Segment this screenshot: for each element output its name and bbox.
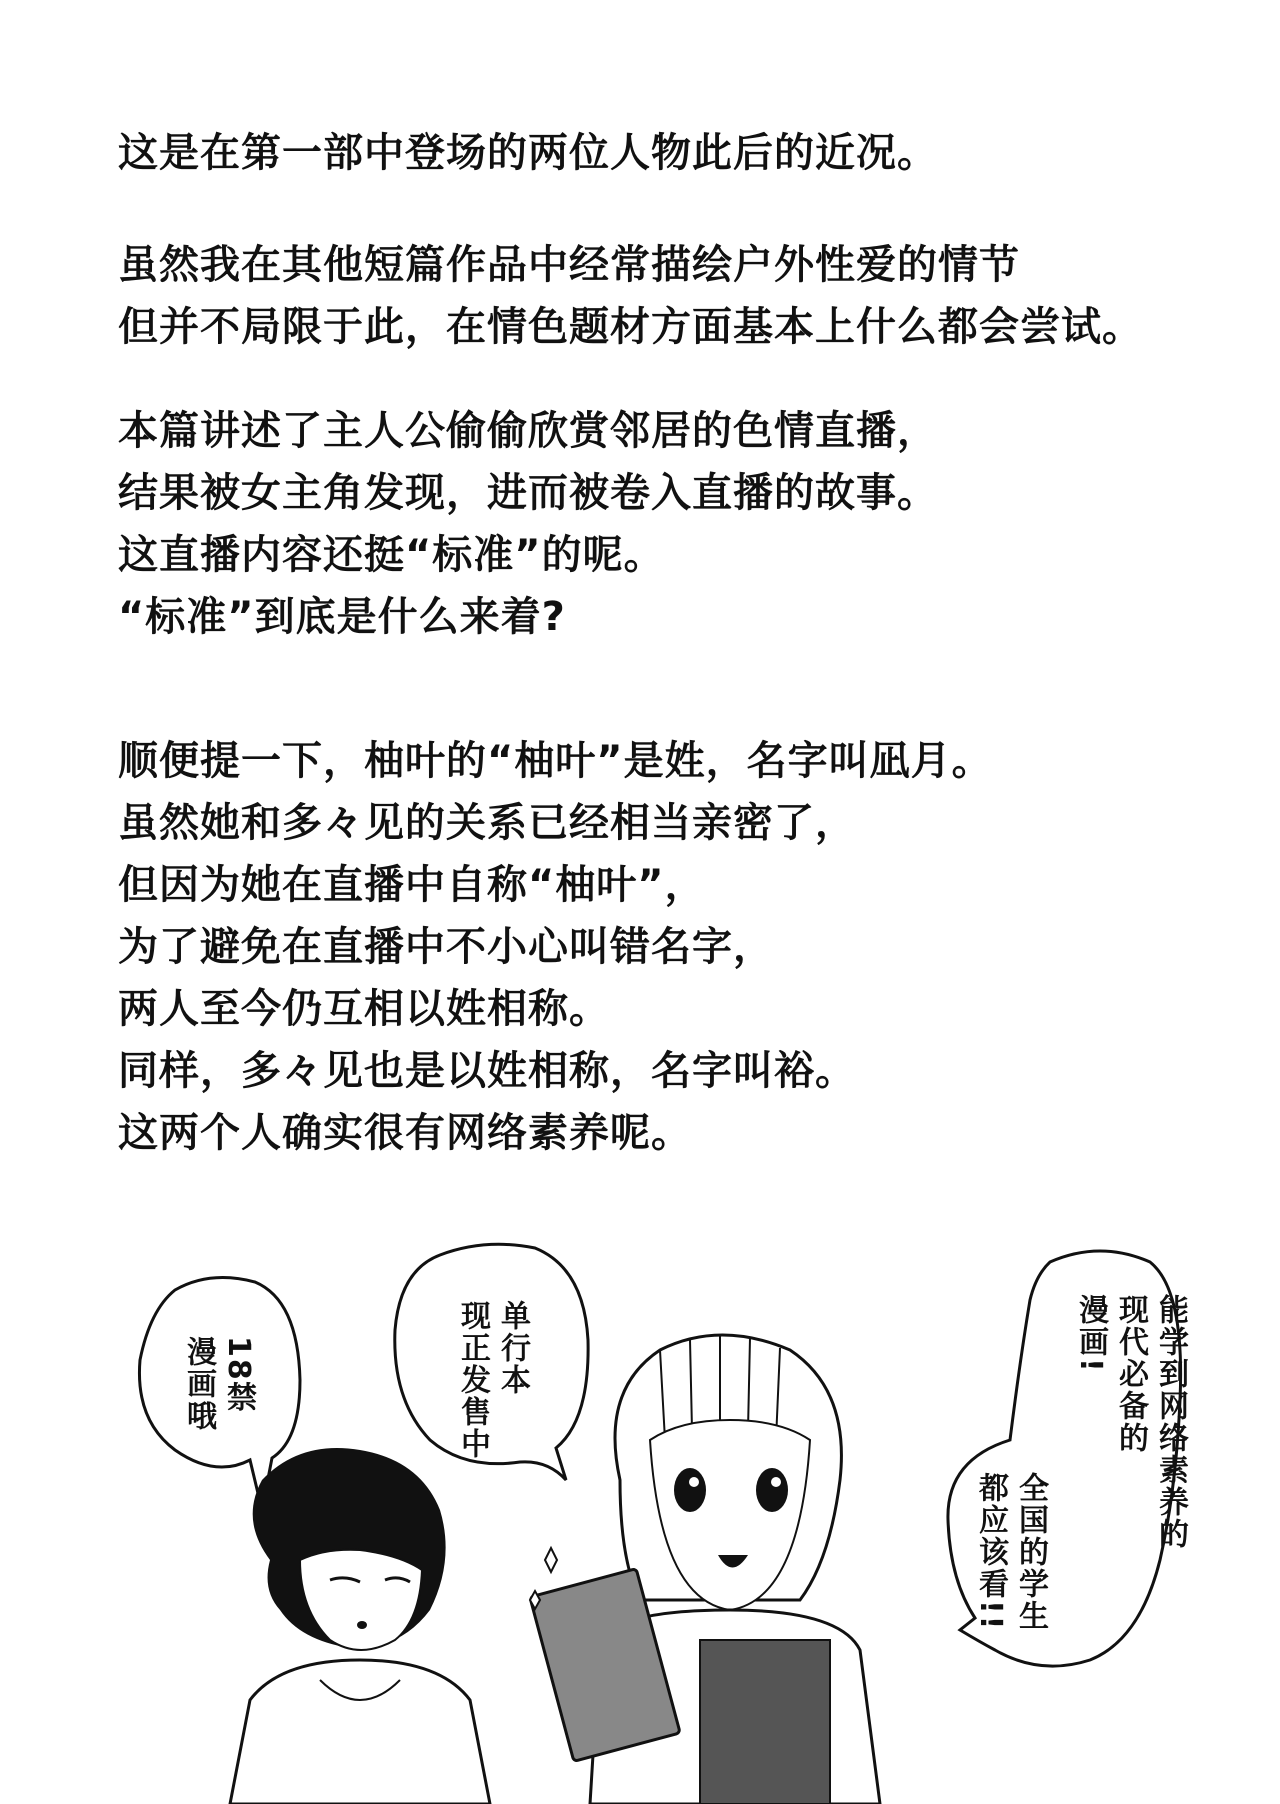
text-line: 这直播内容还挺“标准”的呢。 <box>118 532 665 578</box>
bubble-line: 漫画哦 <box>181 1336 216 1432</box>
text-line: 本篇讲述了主人公偷偷欣赏邻居的色情直播， <box>118 408 938 454</box>
afterword-paragraph-2 <box>118 234 1143 358</box>
bubble-line: 都应该看!! <box>973 1472 1008 1632</box>
bubble-line: 18禁 <box>221 1336 256 1414</box>
bubble-line: 全国的学生 <box>1013 1472 1048 1632</box>
text-line: 虽然她和多々见的关系已经相当亲密了， <box>118 800 856 846</box>
text-line: 这两个人确实很有网络素养呢。 <box>118 1110 692 1156</box>
speech-bubble-2-text <box>452 1300 532 1460</box>
bubble-line: 现正发售中 <box>455 1300 490 1460</box>
speech-bubble-4-text <box>970 1472 1050 1632</box>
text-line: 顺便提一下，柚叶的“柚叶”是姓，名字叫凪月。 <box>118 738 993 784</box>
text-line: 同样，多々见也是以姓相称，名字叫裕。 <box>118 1048 856 1094</box>
speech-bubble-1-text <box>178 1336 258 1432</box>
text-line: 为了避免在直播中不小心叫错名字， <box>118 924 774 970</box>
text-line: 虽然我在其他短篇作品中经常描绘户外性爱的情节 <box>118 242 1020 288</box>
afterword-paragraph-3 <box>118 400 938 648</box>
speech-bubble-3-text <box>1070 1294 1190 1550</box>
text-line: 结果被女主角发现，进而被卷入直播的故事。 <box>118 470 938 516</box>
afterword-paragraph-4 <box>118 730 993 1164</box>
text-line: 但因为她在直播中自称“柚叶”， <box>118 862 706 908</box>
text-line: 但并不局限于此，在情色题材方面基本上什么都会尝试。 <box>118 304 1143 350</box>
boy-character <box>230 1448 490 1804</box>
text-line: 两人至今仍互相以姓相称。 <box>118 986 610 1032</box>
bubble-line: 单行本 <box>495 1300 530 1396</box>
bubble-line: 能学到网络素养的 <box>1153 1294 1188 1550</box>
text-line: 这是在第一部中登场的两位人物此后的近况。 <box>118 130 938 176</box>
text-line: “标准”到底是什么来着? <box>118 594 566 640</box>
afterword-paragraph-1 <box>118 122 938 184</box>
bubble-line: 现代必备的 <box>1113 1294 1148 1454</box>
bubble-line: 漫画! <box>1073 1294 1108 1374</box>
